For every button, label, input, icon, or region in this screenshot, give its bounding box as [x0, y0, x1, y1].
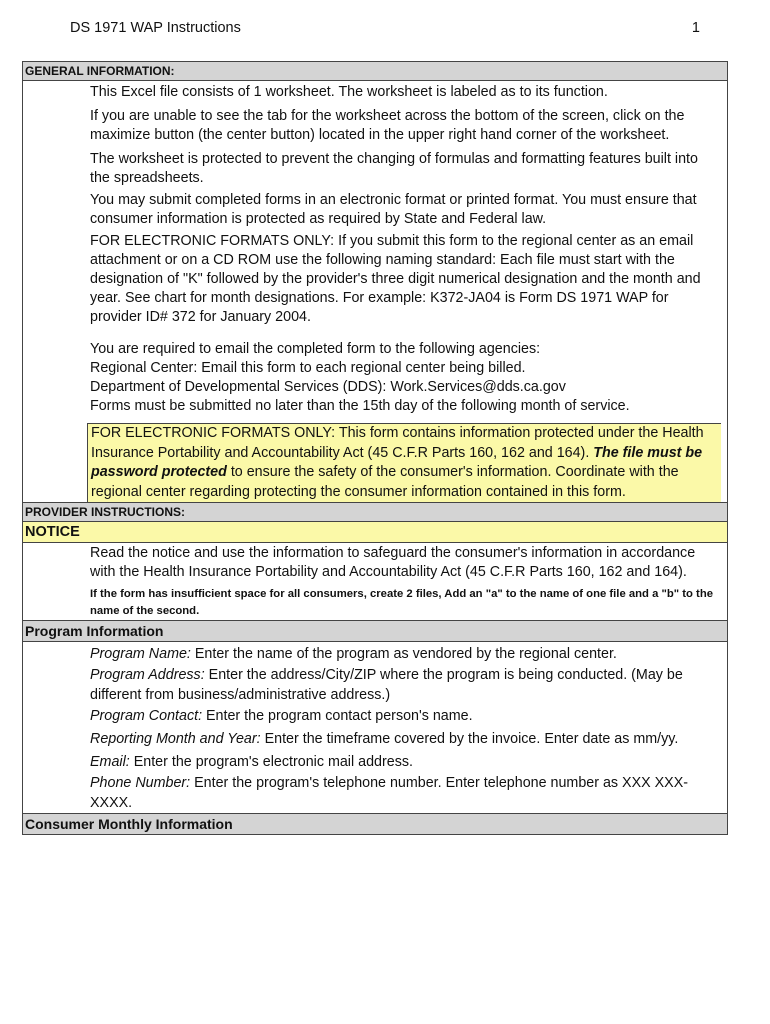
email-line: Department of Developmental Services (DDS): Work.Services@dds.ca.gov — [90, 379, 566, 395]
password-protected-text: The file must be password protected — [91, 444, 703, 480]
hipaa-text-continued: to ensure the safety of the consumer's information. Coordinate with the regional center regarding protecting the consumer information contained in this form. — [91, 464, 679, 500]
field-label: Program Contact: — [90, 708, 203, 724]
hipaa-highlight-box — [87, 423, 721, 502]
general-paragraph-4: You may submit completed forms in an electronic format or printed format. You must ensure that consumer information is protected as required by State and Federal law. — [90, 192, 697, 227]
general-paragraph-5: FOR ELECTRONIC FORMATS ONLY: If you submit this form to the regional center as an email attachment or on a CD ROM use the following naming standard: Each file must start with the designation of "K" followed by the provider's three digit numerical designation and the month and year. See chart for month designations. For example: K372-JA04 is Form DS 1971 WAP for provider ID# 372 for January 2004. — [90, 233, 701, 325]
field-description: Enter the address/City/ZIP where the program is being conducted. (May be different from business/administrative address.) — [90, 667, 683, 703]
hipaa-text: FOR ELECTRONIC FORMATS ONLY: This form contains information protected under the Health Insurance Portability and Accountability Act (45 C.F.R Parts 160, 162 and 164). — [91, 425, 704, 461]
notice-heading: NOTICE — [23, 522, 727, 543]
page-number: 1 — [691, 20, 700, 36]
field-email — [90, 752, 721, 772]
email-instructions — [90, 340, 721, 416]
field-description: Enter the timeframe covered by the invoice. Enter date as mm/yy. — [260, 731, 679, 747]
field-label: Program Address: — [90, 667, 205, 683]
field-label: Phone Number: — [90, 775, 191, 791]
consumer-monthly-information-heading: Consumer Monthly Information — [23, 813, 727, 834]
field-label: Program Name: — [90, 646, 191, 662]
field-label: Reporting Month and Year: — [90, 731, 261, 747]
general-paragraph-1: This Excel file consists of 1 worksheet. The worksheet is labeled as to its function. — [90, 84, 608, 100]
field-description: Enter the program contact person's name. — [202, 708, 473, 724]
field-description: Enter the program's electronic mail address. — [129, 754, 413, 770]
field-description: Enter the program's telephone number. Enter telephone number as XXX XXX-XXXX. — [90, 775, 688, 811]
general-information-heading: GENERAL INFORMATION: — [23, 62, 727, 81]
field-program-name — [90, 644, 721, 664]
field-program-address — [90, 665, 721, 705]
provider-instructions-heading: PROVIDER INSTRUCTIONS: — [23, 502, 727, 522]
page-header — [70, 20, 700, 36]
field-reporting-month — [90, 729, 721, 749]
email-line: Forms must be submitted no later than the 15th day of the following month of service. — [90, 398, 630, 414]
field-label: Email: — [90, 754, 130, 770]
general-paragraph-2: If you are unable to see the tab for the worksheet across the bottom of the screen, click on the maximize button (the center button) located in the upper right hand corner of the worksheet. — [90, 108, 685, 143]
program-information-heading: Program Information — [23, 620, 727, 642]
program-fields — [90, 644, 721, 813]
email-line: You are required to email the completed form to the following agencies: — [90, 341, 541, 357]
field-program-contact — [90, 706, 721, 726]
instructions-sheet — [22, 61, 728, 835]
email-line: Regional Center: Email this form to each regional center being billed. — [90, 360, 526, 376]
multiple-files-note: If the form has insufficient space for all consumers, create 2 files, Add an "a" to the name of one file and a "b" to the name of the second. — [90, 588, 714, 617]
general-paragraph-3: The worksheet is protected to prevent the changing of formulas and formatting features built into the spreadsheets. — [90, 151, 698, 186]
notice-text: Read the notice and use the information to safeguard the consumer's information in accordance with the Health Insurance Portability and Accountability Act (45 C.F.R Parts 160, 162 and 164). — [90, 545, 696, 580]
field-description: Enter the name of the program as vendored by the regional center. — [190, 646, 617, 662]
field-phone-number — [90, 773, 721, 813]
document-title: DS 1971 WAP Instructions — [70, 20, 241, 36]
